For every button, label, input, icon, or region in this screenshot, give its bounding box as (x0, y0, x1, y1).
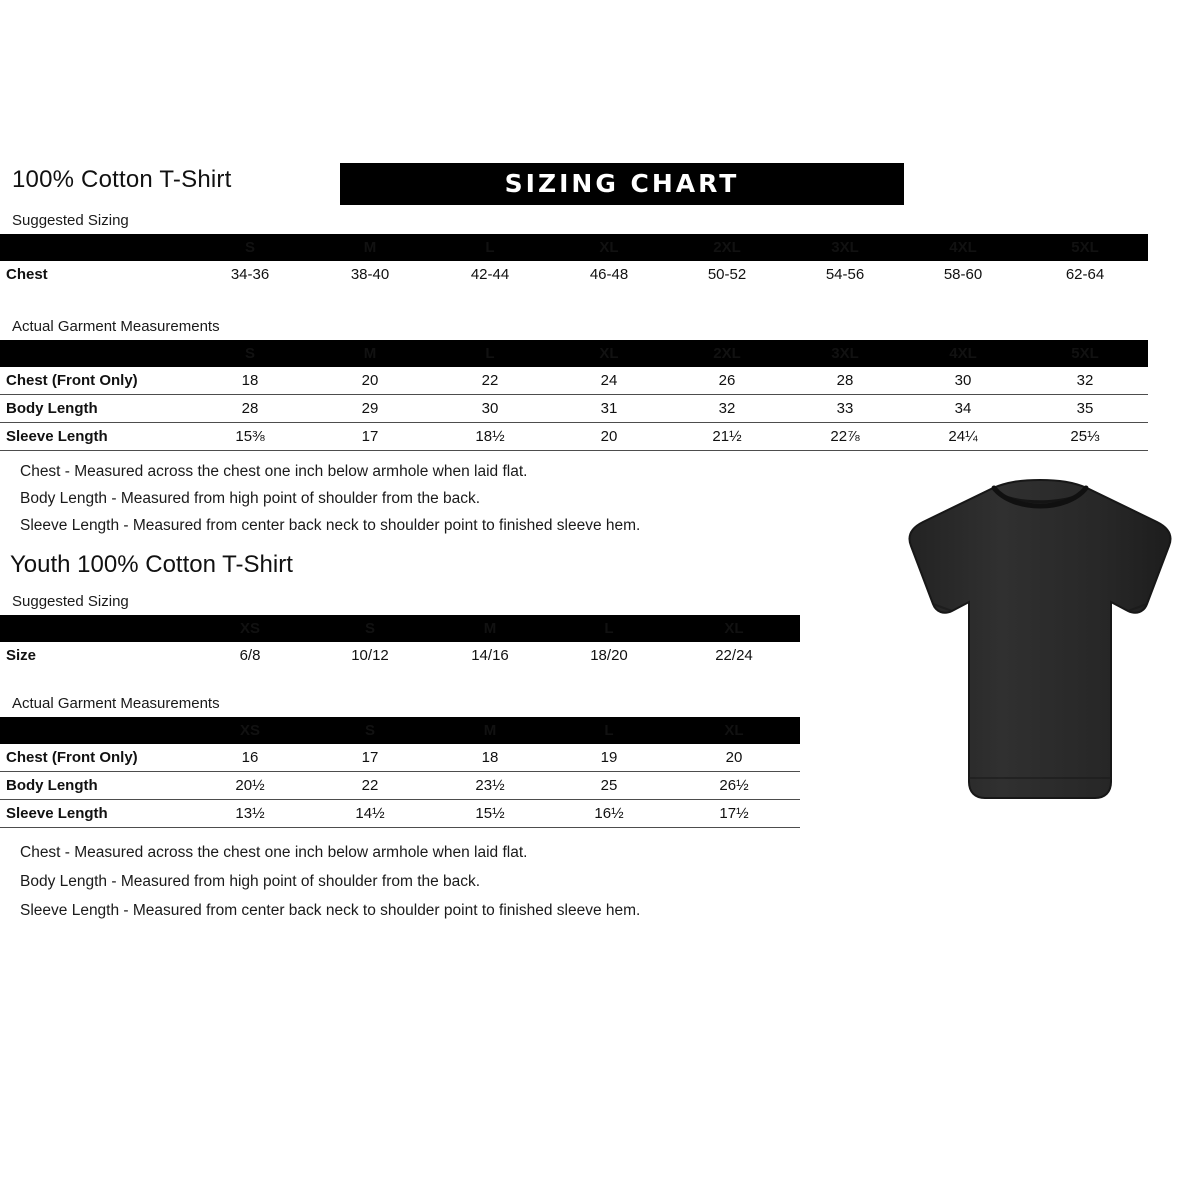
header-cell: XL (724, 722, 744, 739)
header-cell: XL (724, 620, 744, 637)
cell: 25⅓ (1022, 423, 1148, 451)
cell: 50-52 (707, 266, 747, 283)
header-cell (0, 717, 190, 744)
header-cell: M (363, 345, 377, 362)
cell: 35 (1022, 395, 1148, 423)
cell: 20 (310, 367, 430, 395)
cell: 28 (786, 367, 904, 395)
sizing-chart-banner-label: SIZING CHART (504, 169, 740, 198)
cell: 14/16 (471, 647, 509, 664)
row-label: Chest (6, 266, 48, 283)
cell: 15½ (430, 800, 550, 828)
adult-suggested-caption: Suggested Sizing (12, 212, 129, 229)
header-cell: S (364, 620, 375, 637)
table-row (0, 395, 1148, 423)
cell: 29 (310, 395, 430, 423)
header-cell: 5XL (1071, 345, 1099, 362)
cell: 17½ (668, 800, 800, 828)
youth-note-body-length: Body Length - Measured from high point of shoulder from the back. (20, 873, 481, 890)
cell: 24 (550, 367, 668, 395)
header-cell: XS (239, 722, 260, 739)
row-label: Chest (Front Only) (0, 744, 190, 772)
cell: 38-40 (350, 266, 390, 283)
cell: 16½ (550, 800, 668, 828)
adult-actual-header-row (0, 340, 1148, 367)
header-cell: XS (239, 620, 260, 637)
cell: 22 (430, 367, 550, 395)
cell: 17 (310, 423, 430, 451)
cell: 24¼ (904, 423, 1022, 451)
header-cell (0, 615, 190, 642)
header-cell: 4XL (949, 345, 977, 362)
cell: 17 (310, 744, 430, 772)
header-cell: 3XL (831, 239, 859, 256)
youth-actual-header-row (0, 717, 800, 744)
row-label: Chest (Front Only) (0, 367, 190, 395)
cell: 22⅞ (786, 423, 904, 451)
youth-note-chest: Chest - Measured across the chest one inch below armhole when laid flat. (20, 844, 528, 861)
cell: 30 (430, 395, 550, 423)
cell: 32 (1022, 367, 1148, 395)
adult-actual-caption: Actual Garment Measurements (12, 318, 220, 335)
table-row (0, 642, 800, 669)
adult-suggested-header-row (0, 234, 1148, 261)
header-cell: S (244, 239, 255, 256)
table-row (0, 800, 800, 828)
cell: 25 (550, 772, 668, 800)
adult-note-chest: Chest - Measured across the chest one inch below armhole when laid flat. (20, 463, 528, 480)
row-label: Body Length (0, 772, 190, 800)
cell: 21½ (668, 423, 786, 451)
youth-actual-table (0, 717, 800, 828)
adult-suggested-table (0, 234, 1148, 288)
header-cell: M (483, 620, 497, 637)
header-cell: XL (599, 345, 619, 362)
header-cell (0, 234, 190, 261)
adult-note-body-length: Body Length - Measured from high point of shoulder from the back. (20, 490, 481, 507)
youth-suggested-caption: Suggested Sizing (12, 593, 129, 610)
youth-section-title: Youth 100% Cotton T-Shirt (10, 551, 293, 578)
header-cell: M (483, 722, 497, 739)
header-cell: S (364, 722, 375, 739)
cell: 31 (550, 395, 668, 423)
cell: 6/8 (239, 647, 261, 664)
cell: 18 (190, 367, 310, 395)
youth-note-sleeve-length: Sleeve Length - Measured from center back neck to shoulder point to finished sleeve hem. (20, 902, 641, 919)
cell: 20 (550, 423, 668, 451)
cell: 20½ (190, 772, 310, 800)
header-cell: L (604, 620, 614, 637)
header-cell: L (485, 345, 495, 362)
cell: 18½ (430, 423, 550, 451)
youth-actual-caption: Actual Garment Measurements (12, 695, 220, 712)
cell: 34-36 (230, 266, 270, 283)
header-cell: L (604, 722, 614, 739)
header-cell: L (485, 239, 495, 256)
cell: 42-44 (470, 266, 510, 283)
cell: 22 (310, 772, 430, 800)
tshirt-illustration (895, 478, 1185, 808)
adult-note-sleeve-length: Sleeve Length - Measured from center back neck to shoulder point to finished sleeve hem. (20, 517, 641, 534)
cell: 18 (430, 744, 550, 772)
cell: 32 (668, 395, 786, 423)
cell: 10/12 (351, 647, 389, 664)
header-cell: 5XL (1071, 239, 1099, 256)
cell: 54-56 (825, 266, 865, 283)
header-cell: M (363, 239, 377, 256)
table-row (0, 367, 1148, 395)
cell: 18/20 (590, 647, 628, 664)
header-cell: 3XL (831, 345, 859, 362)
sizing-chart-banner (340, 163, 904, 205)
table-row (0, 423, 1148, 451)
row-label: Body Length (0, 395, 190, 423)
cell: 22/24 (715, 647, 753, 664)
cell: 15⅜ (190, 423, 310, 451)
adult-section-title: 100% Cotton T-Shirt (12, 166, 232, 193)
cell: 33 (786, 395, 904, 423)
table-row (0, 772, 800, 800)
cell: 34 (904, 395, 1022, 423)
cell: 13½ (190, 800, 310, 828)
cell: 26½ (668, 772, 800, 800)
header-cell: 4XL (949, 239, 977, 256)
cell: 23½ (430, 772, 550, 800)
cell: 28 (190, 395, 310, 423)
cell: 30 (904, 367, 1022, 395)
youth-suggested-table (0, 615, 800, 669)
row-label: Size (6, 647, 37, 664)
cell: 16 (190, 744, 310, 772)
cell: 62-64 (1065, 266, 1105, 283)
cell: 20 (668, 744, 800, 772)
header-cell: 2XL (713, 239, 741, 256)
cell: 26 (668, 367, 786, 395)
cell: 58-60 (943, 266, 983, 283)
header-cell: 2XL (713, 345, 741, 362)
cell: 19 (550, 744, 668, 772)
cell: 46-48 (589, 266, 629, 283)
row-label: Sleeve Length (0, 423, 190, 451)
table-row (0, 261, 1148, 288)
youth-suggested-header-row (0, 615, 800, 642)
header-cell: XL (599, 239, 619, 256)
table-row (0, 744, 800, 772)
adult-actual-table (0, 340, 1148, 451)
row-label: Sleeve Length (0, 800, 190, 828)
cell: 14½ (310, 800, 430, 828)
header-cell: S (244, 345, 255, 362)
header-cell (0, 340, 190, 367)
